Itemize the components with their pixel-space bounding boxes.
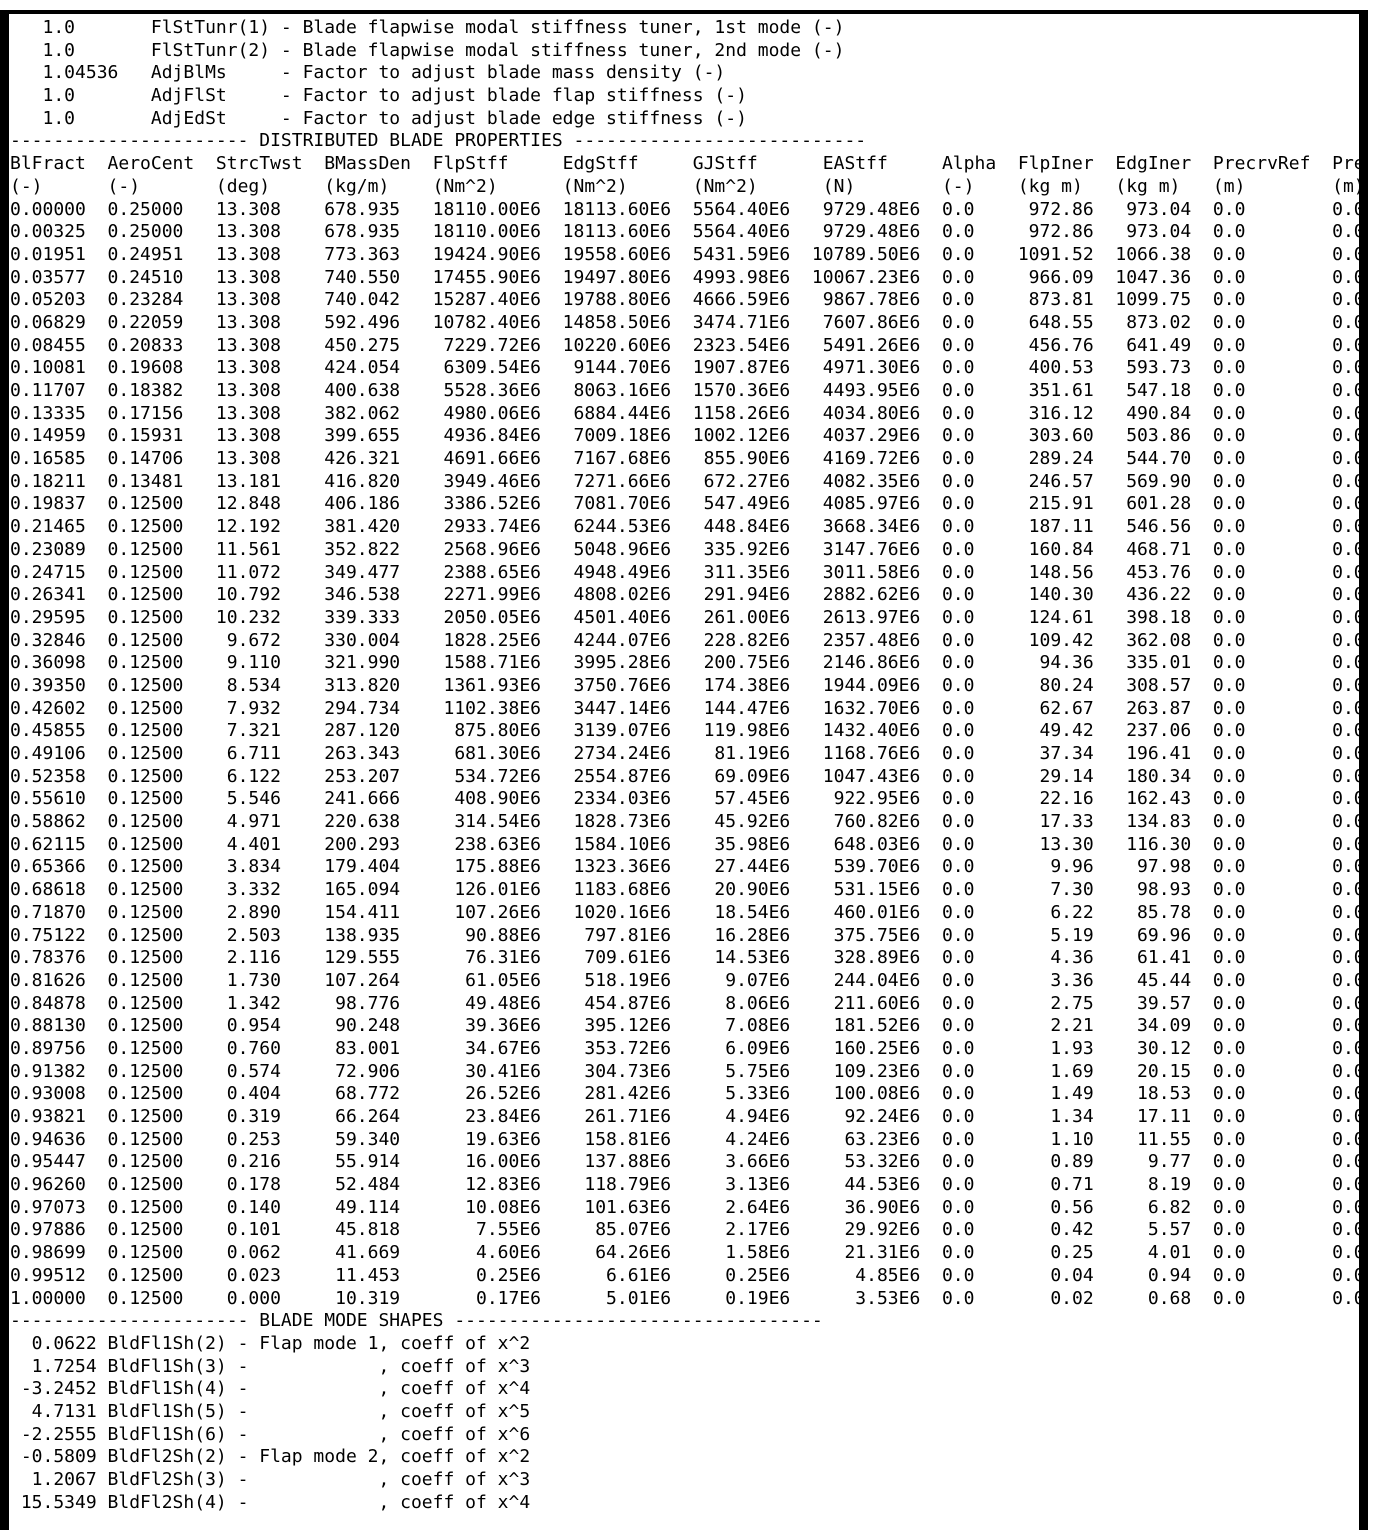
table-row: 0.91382 0.12500 0.574 72.906 30.41E6 304.73E6 5.75E6 109.23E6 0.0 1.69 20.15 0.0 0.0: [10, 1060, 1365, 1082]
table-row: 0.89756 0.12500 0.760 83.001 34.67E6 353.72E6 6.09E6 160.25E6 0.0 1.93 30.12 0.0 0.0: [10, 1037, 1365, 1059]
table-row: 0.21465 0.12500 12.192 381.420 2933.74E6 6244.53E6 448.84E6 3668.34E6 0.0 187.11 546.56 0.0 0.0: [10, 516, 1365, 538]
table-row: 0.93008 0.12500 0.404 68.772 26.52E6 281.42E6 5.33E6 100.08E6 0.0 1.49 18.53 0.0 0.0: [10, 1083, 1365, 1105]
table-row: 0.03577 0.24510 13.308 740.550 17455.90E6 19497.80E6 4993.98E6 10067.23E6 0.0 966.09 1047.36 0.0 0.0: [10, 266, 1365, 288]
table-row: 0.65366 0.12500 3.834 179.404 175.88E6 1323.36E6 27.44E6 539.70E6 0.0 9.96 97.98 0.0 0.0: [10, 856, 1365, 878]
table-row: 0.23089 0.12500 11.561 352.822 2568.96E6 5048.96E6 335.92E6 3147.76E6 0.0 160.84 468.71 0.0 0.0: [10, 538, 1365, 560]
table-row: 0.10081 0.19608 13.308 424.054 6309.54E6 9144.70E6 1907.87E6 4971.30E6 0.0 400.53 593.73 0.0 0.0: [10, 357, 1365, 379]
mode-shape-line: 1.7254 BldFl1Sh(3) - , coeff of x^3: [10, 1355, 531, 1377]
param-line: 1.0 AdjEdSt - Factor to adjust blade edge stiffness (-): [10, 107, 747, 129]
mode-shape-line: -2.2555 BldFl1Sh(6) - , coeff of x^6: [10, 1423, 531, 1445]
table-row: 0.68618 0.12500 3.332 165.094 126.01E6 1183.68E6 20.90E6 531.15E6 0.0 7.30 98.93 0.0 0.0: [10, 879, 1365, 901]
table-row: 0.08455 0.20833 13.308 450.275 7229.72E6 10220.60E6 2323.54E6 5491.26E6 0.0 456.76 641.49 0.0 0.0: [10, 334, 1365, 356]
table-header-line: BlFract AeroCent StrcTwst BMassDen FlpStff EdgStff GJStff EAStff Alpha FlpIner EdgIner PrecrvRef Pre: [10, 153, 1365, 175]
table-row: 0.39350 0.12500 8.534 313.820 1361.93E6 3750.76E6 174.38E6 1944.09E6 0.0 80.24 308.57 0.0 0.0: [10, 674, 1365, 696]
table-row: 0.99512 0.12500 0.023 11.453 0.25E6 6.61E6 0.25E6 4.85E6 0.0 0.04 0.94 0.0 0.0: [10, 1264, 1365, 1286]
file-window-frame: [0, 10, 1368, 1530]
table-row: 0.26341 0.12500 10.792 346.538 2271.99E6 4808.02E6 291.94E6 2882.62E6 0.0 140.30 436.22 0.0 0.0: [10, 584, 1365, 606]
table-row: 1.00000 0.12500 0.000 10.319 0.17E6 5.01E6 0.19E6 3.53E6 0.0 0.02 0.68 0.0 0.0: [10, 1287, 1365, 1309]
table-row: 0.49106 0.12500 6.711 263.343 681.30E6 2734.24E6 81.19E6 1168.76E6 0.0 37.34 196.41 0.0 0.0: [10, 743, 1365, 764]
param-line: 1.04536 AdjBlMs - Factor to adjust blade mass density (-): [10, 62, 726, 84]
mode-shape-line: 0.0622 BldFl1Sh(2) - Flap mode 1, coeff of x^2: [10, 1332, 531, 1354]
table-row: 0.00325 0.25000 13.308 678.935 18110.00E6 18113.60E6 5564.40E6 9729.48E6 0.0 972.86 973.04 0.0 0.0: [10, 221, 1365, 243]
table-row: 0.94636 0.12500 0.253 59.340 19.63E6 158.81E6 4.24E6 63.23E6 0.0 1.10 11.55 0.0 0.0: [10, 1128, 1365, 1150]
table-row: 0.98699 0.12500 0.062 41.669 4.60E6 64.26E6 1.58E6 21.31E6 0.0 0.25 4.01 0.0 0.0: [10, 1242, 1365, 1264]
mode-shape-line: -0.5809 BldFl2Sh(2) - Flap mode 2, coeff of x^2: [10, 1446, 531, 1468]
table-row: 0.13335 0.17156 13.308 382.062 4980.06E6 6884.44E6 1158.26E6 4034.80E6 0.0 316.12 490.84 0.0 0.0: [10, 402, 1365, 424]
table-row: 0.52358 0.12500 6.122 253.207 534.72E6 2554.87E6 69.09E6 1047.43E6 0.0 29.14 180.34 0.0 0.0: [10, 765, 1365, 787]
table-row: 0.97886 0.12500 0.101 45.818 7.55E6 85.07E6 2.17E6 29.92E6 0.0 0.42 5.57 0.0 0.0: [10, 1219, 1365, 1241]
table-row: 0.29595 0.12500 10.232 339.333 2050.05E6 4501.40E6 261.00E6 2613.97E6 0.0 124.61 398.18 0.0 0.0: [10, 606, 1365, 628]
table-row: 0.78376 0.12500 2.116 129.555 76.31E6 709.61E6 14.53E6 328.89E6 0.0 4.36 61.41 0.0 0.0: [10, 947, 1365, 969]
table-row: 0.32846 0.12500 9.672 330.004 1828.25E6 4244.07E6 228.82E6 2357.48E6 0.0 109.42 362.08 0.0 0.0: [10, 629, 1365, 651]
table-row: 0.14959 0.15931 13.308 399.655 4936.84E6 7009.18E6 1002.12E6 4037.29E6 0.0 303.60 503.86 0.0 0.0: [10, 425, 1365, 447]
table-row: 0.05203 0.23284 13.308 740.042 15287.40E6 19788.80E6 4666.59E6 9867.78E6 0.0 873.81 1099.75 0.0 0.0: [10, 289, 1365, 311]
table-row: 0.88130 0.12500 0.954 90.248 39.36E6 395.12E6 7.08E6 181.52E6 0.0 2.21 34.09 0.0 0.0: [10, 1015, 1365, 1037]
param-line: 1.0 AdjFlSt - Factor to adjust blade flap stiffness (-): [10, 85, 747, 107]
file-content: [10, 17, 1365, 1514]
section-divider-properties: ---------------------- DISTRIBUTED BLADE PROPERTIES ---------------------------: [10, 130, 867, 152]
table-row: 0.11707 0.18382 13.308 400.638 5528.36E6 8063.16E6 1570.36E6 4493.95E6 0.0 351.61 547.18 0.0 0.0: [10, 380, 1365, 401]
table-row: 0.97073 0.12500 0.140 49.114 10.08E6 101.63E6 2.64E6 36.90E6 0.0 0.56 6.82 0.0 0.0: [10, 1196, 1365, 1218]
table-row: 0.62115 0.12500 4.401 200.293 238.63E6 1584.10E6 35.98E6 648.03E6 0.0 13.30 116.30 0.0 0.0: [10, 833, 1365, 855]
table-row: 0.36098 0.12500 9.110 321.990 1588.71E6 3995.28E6 200.75E6 2146.86E6 0.0 94.36 335.01 0.0 0.0: [10, 652, 1365, 674]
table-row: 0.95447 0.12500 0.216 55.914 16.00E6 137.88E6 3.66E6 53.32E6 0.0 0.89 9.77 0.0 0.0: [10, 1151, 1365, 1173]
table-row: 0.45855 0.12500 7.321 287.120 875.80E6 3139.07E6 119.98E6 1432.40E6 0.0 49.42 237.06 0.0 0.0: [10, 720, 1365, 742]
table-units-line: (-) (-) (deg) (kg/m) (Nm^2) (Nm^2) (Nm^2) (N) (-) (kg m) (kg m) (m) (m): [10, 175, 1365, 197]
table-row: 0.58862 0.12500 4.971 220.638 314.54E6 1828.73E6 45.92E6 760.82E6 0.0 17.33 134.83 0.0 0.0: [10, 811, 1365, 833]
table-row: 0.06829 0.22059 13.308 592.496 10782.40E6 14858.50E6 3474.71E6 7607.86E6 0.0 648.55 873.02 0.0 0.0: [10, 311, 1365, 333]
table-row: 0.18211 0.13481 13.181 416.820 3949.46E6 7271.66E6 672.27E6 4082.35E6 0.0 246.57 569.90 0.0 0.0: [10, 470, 1365, 492]
param-line: 1.0 FlStTunr(1) - Blade flapwise modal stiffness tuner, 1st mode (-): [10, 17, 845, 38]
table-row: 0.16585 0.14706 13.308 426.321 4691.66E6 7167.68E6 855.90E6 4169.72E6 0.0 289.24 544.70 0.0 0.0: [10, 448, 1365, 470]
section-divider-modes: ---------------------- BLADE MODE SHAPES ----------------------------------: [10, 1310, 823, 1332]
table-row: 0.84878 0.12500 1.342 98.776 49.48E6 454.87E6 8.06E6 211.60E6 0.0 2.75 39.57 0.0 0.0: [10, 992, 1365, 1014]
table-row: 0.81626 0.12500 1.730 107.264 61.05E6 518.19E6 9.07E6 244.04E6 0.0 3.36 45.44 0.0 0.0: [10, 969, 1365, 991]
mode-shape-line: 15.5349 BldFl2Sh(4) - , coeff of x^4: [10, 1491, 531, 1513]
table-row: 0.24715 0.12500 11.072 349.477 2388.65E6 4948.49E6 311.35E6 3011.58E6 0.0 148.56 453.76 0.0 0.0: [10, 561, 1365, 583]
param-line: 1.0 FlStTunr(2) - Blade flapwise modal stiffness tuner, 2nd mode (-): [10, 39, 845, 61]
table-row: 0.01951 0.24951 13.308 773.363 19424.90E6 19558.60E6 5431.59E6 10789.50E6 0.0 1091.52 1066.38 0.0 0.0: [10, 243, 1365, 265]
table-row: 0.71870 0.12500 2.890 154.411 107.26E6 1020.16E6 18.54E6 460.01E6 0.0 6.22 85.78 0.0 0.0: [10, 901, 1365, 923]
mode-shape-line: 4.7131 BldFl1Sh(5) - , coeff of x^5: [10, 1400, 531, 1422]
table-row: 0.96260 0.12500 0.178 52.484 12.83E6 118.79E6 3.13E6 44.53E6 0.0 0.71 8.19 0.0 0.0: [10, 1174, 1365, 1196]
mode-shape-line: -3.2452 BldFl1Sh(4) - , coeff of x^4: [10, 1378, 531, 1400]
table-row: 0.93821 0.12500 0.319 66.264 23.84E6 261.71E6 4.94E6 92.24E6 0.0 1.34 17.11 0.0 0.0: [10, 1106, 1365, 1127]
table-row: 0.19837 0.12500 12.848 406.186 3386.52E6 7081.70E6 547.49E6 4085.97E6 0.0 215.91 601.28 0.0 0.0: [10, 493, 1365, 515]
mode-shape-line: 1.2067 BldFl2Sh(3) - , coeff of x^3: [10, 1469, 531, 1490]
table-row: 0.42602 0.12500 7.932 294.734 1102.38E6 3447.14E6 144.47E6 1632.70E6 0.0 62.67 263.87 0.0 0.0: [10, 697, 1365, 719]
table-row: 0.55610 0.12500 5.546 241.666 408.90E6 2334.03E6 57.45E6 922.95E6 0.0 22.16 162.43 0.0 0.0: [10, 788, 1365, 810]
table-row: 0.00000 0.25000 13.308 678.935 18110.00E6 18113.60E6 5564.40E6 9729.48E6 0.0 972.86 973.04 0.0 0.0: [10, 198, 1365, 220]
table-row: 0.75122 0.12500 2.503 138.935 90.88E6 797.81E6 16.28E6 375.75E6 0.0 5.19 69.96 0.0 0.0: [10, 924, 1365, 946]
